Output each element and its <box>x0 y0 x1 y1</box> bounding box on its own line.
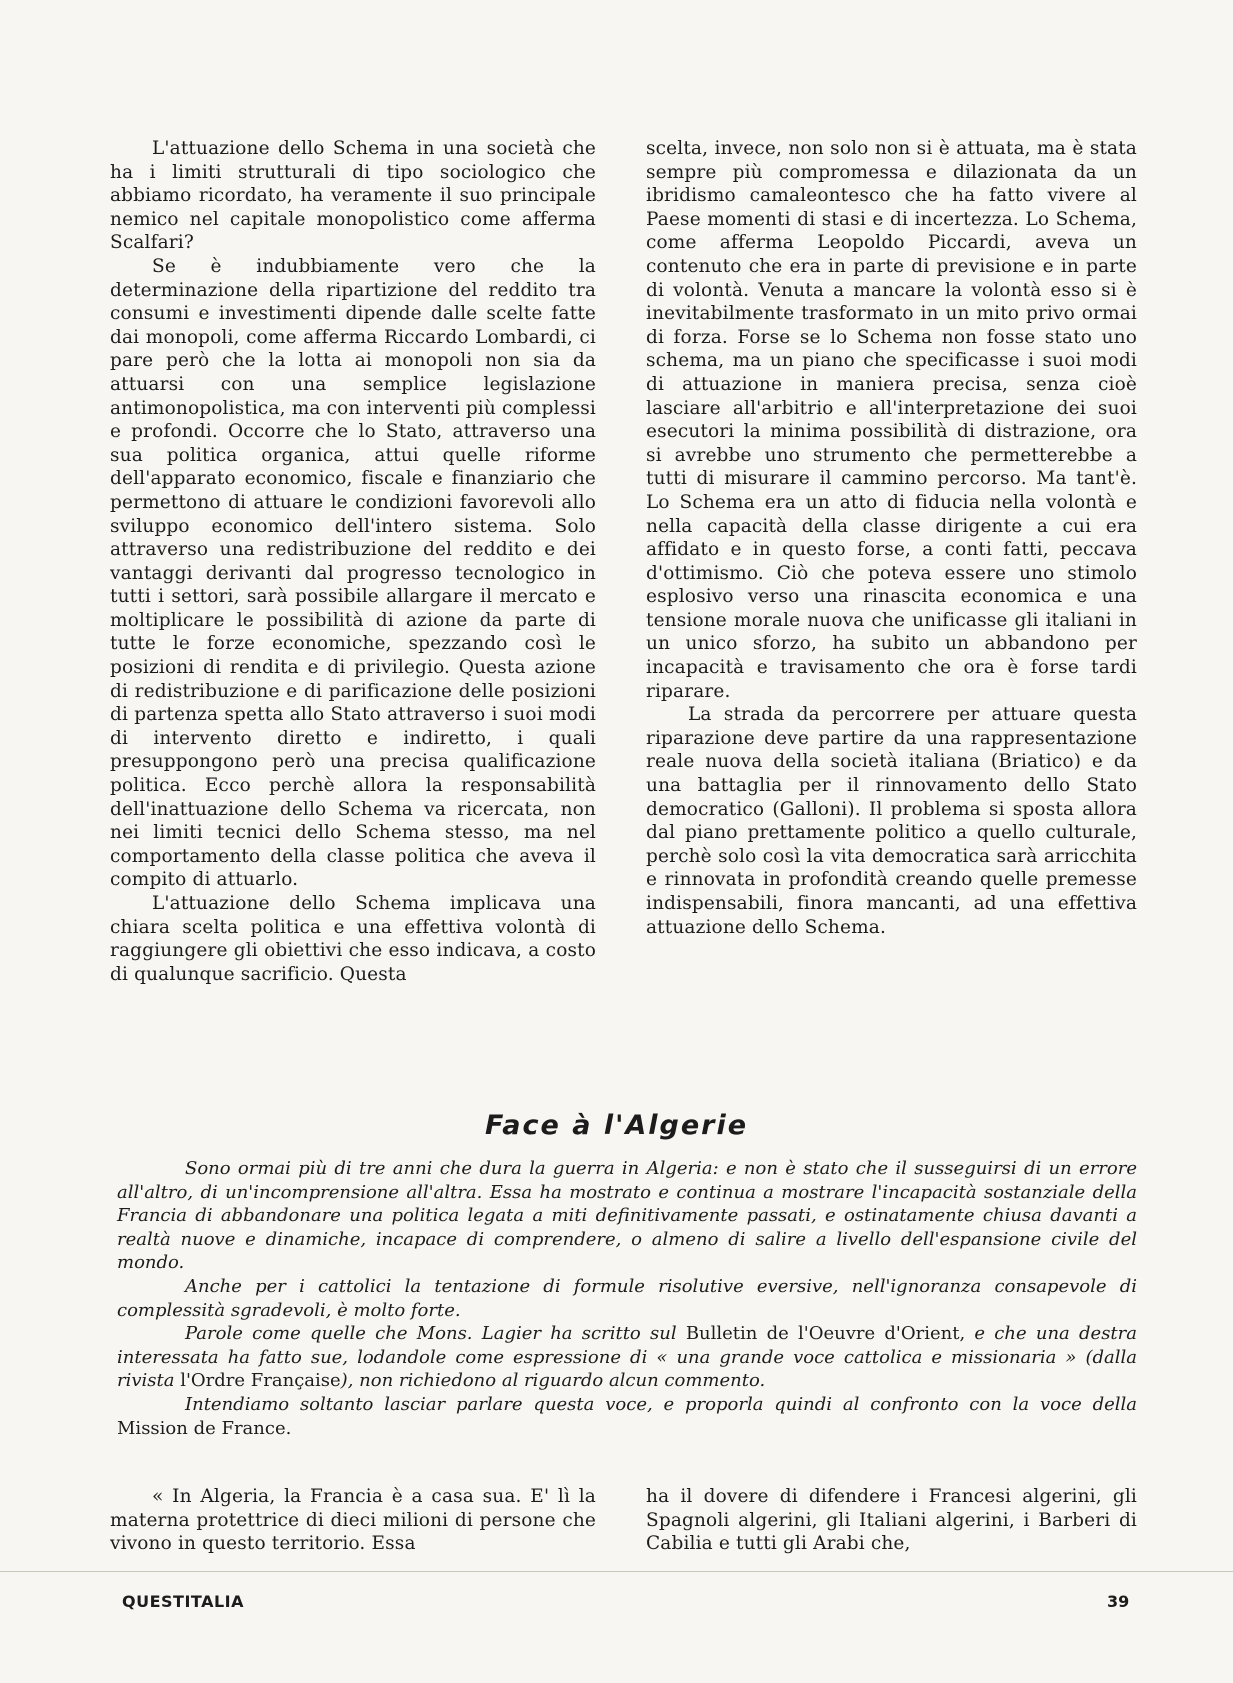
paragraph: scelta, invece, non solo non si è attuata, ma è stata sempre più compromessa e dilazionata da un ibridismo camaleontesco che ha fatto vivere al Paese momenti di stasi e di incertezza. Lo Schema, come afferma Leopoldo Piccardi, aveva un contenuto che era in parte di previsione e in parte di volontà. Venuta a mancare la volontà esso si è inevitabilmente trasformato in un mito privo ormai di forza. Forse se lo Schema non fosse stato uno schema, ma un piano che specificasse i suoi modi di attuazione in maniera precisa, senza cioè lasciare all'arbitrio e all'interpretazione dei suoi esecutori la minima possibilità di distrazione, ora si avrebbe uno strumento che permetterebbe a tutti di misurare il cammino percorso. Ma tant'è. Lo Schema era un atto di fiducia nella volontà e nella capacità della classe dirigente a cui era affidato e in questo forse, a conti fatti, peccava d'ottimismo. Ciò che poteva essere uno stimolo esplosivo verso una rinascita economica e una tensione morale nuova che unificasse gli italiani in un unico sforzo, ha subito un abbandono per incapacità e travisamento che ora è forse tardi riparare. <box>646 138 1137 702</box>
magazine-name: QUESTITALIA <box>122 1592 244 1611</box>
column-right-bottom <box>646 1485 1137 1556</box>
paragraph: ha il dovere di difendere i Francesi algerini, gli Spagnoli algerini, gli Italiani algerini, i Barberi di Cabilia e tutti gli Arabi che, <box>646 1486 1137 1555</box>
intro-text: e che una destra interessata ha fatto sue, lodandole come espressione di « una grande voce cattolica e missionaria » (dalla rivista <box>117 1323 1137 1392</box>
article-intro <box>117 1157 1137 1440</box>
intro-text: Intendiamo soltanto lasciar parlare questa voce, e proporla quindi al confronto con la voce della <box>185 1393 1137 1415</box>
column-right-top <box>646 137 1137 939</box>
paragraph: « In Algeria, la Francia è a casa sua. E' lì la materna protettrice di dieci milioni di persone che vivono in questo territorio. Essa <box>110 1486 596 1555</box>
article-title: Face à l'Algerie <box>484 1110 749 1141</box>
column-left-top <box>110 137 596 986</box>
publication-name: Bulletin de l'Oeuvre d'Orient, <box>685 1323 966 1345</box>
paragraph: L'attuazione dello Schema implicava una chiara scelta politica e una effettiva volontà di raggiungere gli obiettivi che esso indicava, a costo di qualunque sacrificio. Questa <box>110 893 596 985</box>
publication-name: l'Ordre Française <box>180 1370 341 1392</box>
page-number: 39 <box>1107 1592 1130 1611</box>
intro-paragraph: Anche per i cattolici la tentazione di formule risolutive eversive, nell'ignoranza consapevole di complessità sgradevoli, è molto forte. <box>117 1275 1137 1321</box>
paragraph: L'attuazione dello Schema in una società che ha i limiti strutturali di tipo sociologico che abbiamo ricordato, ha veramente il suo principale nemico nel capitale monopolistico come afferma Scalfari? <box>110 138 596 254</box>
organization-name: Mission de France. <box>117 1417 292 1439</box>
intro-text: ), non richiedono al riguardo alcun commento. <box>340 1370 766 1392</box>
intro-paragraph <box>117 1322 1137 1393</box>
intro-paragraph: Sono ormai più di tre anni che dura la guerra in Algeria: e non è stato che il susseguirsi di un errore all'altro, di un'incomprensione all'altra. Essa ha mostrato e continua a mostrare l'incapacità sostanziale della Francia di abbandonare una politica legata a miti definitivamente passati, e ostinatamente chiusa davanti a realtà nuove e dinamiche, incapace di comprendere, o almeno di salire a livello dell'espansione civile del mondo. <box>117 1158 1137 1274</box>
footer-rule <box>0 1571 1233 1572</box>
column-left-bottom <box>110 1485 596 1556</box>
intro-text: Parole come quelle che Mons. Lagier ha scritto sul <box>185 1323 686 1345</box>
intro-paragraph <box>117 1393 1137 1440</box>
paragraph: Se è indubbiamente vero che la determinazione della ripartizione del reddito tra consumi e investimenti dipende dalle scelte fatte dai monopoli, come afferma Riccardo Lombardi, ci pare però che la lotta ai monopoli non sia da attuarsi con una semplice legislazione antimonopolistica, ma con interventi più complessi e profondi. Occorre che lo Stato, attraverso una sua politica organica, attui quelle riforme dell'apparato economico, fiscale e finanziario che permettono di attuare le condizioni favorevoli allo sviluppo economico dell'intero sistema. Solo attraverso una redistribuzione del reddito e dei vantaggi derivanti dal progresso tecnologico in tutti i settori, sarà possibile allargare il mercato e moltiplicare le possibilità di azione da parte di tutte le forze economiche, spezzando così le posizioni di rendita e di privilegio. Questa azione di redistribuzione e di parificazione delle posizioni di partenza spetta allo Stato attraverso i suoi modi di intervento diretto e indiretto, i quali presuppongono però una precisa qualificazione politica. Ecco perchè allora la responsabilità dell'inattuazione dello Schema va ricercata, non nei limiti tecnici dello Schema stesso, ma nel comportamento della classe politica che aveva il compito di attuarlo. <box>110 255 596 891</box>
paragraph: La strada da percorrere per attuare questa riparazione deve partire da una rappresentazione reale nuova della società italiana (Briatico) e da una battaglia per il rinnovamento dello Stato democratico (Galloni). Il problema si sposta allora dal piano prettamente politico a quello culturale, perchè solo così la vita democratica sarà arricchita e rinnovata in profondità creando quelle premesse indispensabili, finora mancanti, ad una effettiva attuazione dello Schema. <box>646 704 1137 938</box>
